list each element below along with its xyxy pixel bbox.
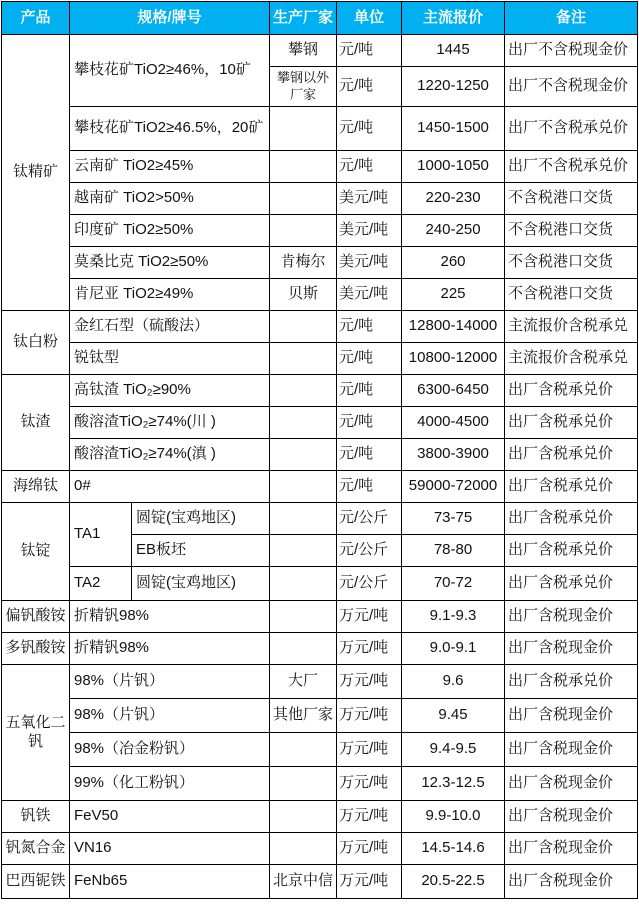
- price-cell: 10800-12000: [402, 343, 505, 375]
- manufacturer-cell: [270, 311, 337, 343]
- price-cell: 3800-3900: [402, 439, 505, 471]
- note-cell: 出厂含税现金价: [505, 865, 638, 899]
- manufacturer-cell: [270, 183, 337, 215]
- manufacturer-cell: 其他厂家: [270, 699, 337, 733]
- note-cell: 出厂不含税承兑价: [505, 151, 638, 183]
- spec-cell: 攀枝花矿TiO2≥46.5%，20矿: [70, 107, 270, 151]
- price-cell: 1220-1250: [402, 67, 505, 107]
- spec-grade-cell: TA2: [70, 567, 132, 601]
- price-cell: 9.9-10.0: [402, 801, 505, 833]
- product-cell: 五氧化二钒: [2, 665, 70, 801]
- note-cell: 不含税港口交货: [505, 215, 638, 247]
- table-row: [2, 247, 638, 279]
- table-row: [2, 633, 638, 665]
- spec-cell: 金红石型（硫酸法）: [70, 311, 270, 343]
- table-row: [2, 865, 638, 899]
- unit-cell: 万元/吨: [337, 767, 402, 801]
- manufacturer-cell: 攀钢: [270, 35, 337, 67]
- spec-cell: 98%（冶金粉钒）: [70, 733, 270, 767]
- manufacturer-cell: [270, 471, 337, 503]
- unit-cell: 元/吨: [337, 311, 402, 343]
- unit-cell: 元/吨: [337, 67, 402, 107]
- note-cell: 出厂含税承兑价: [505, 407, 638, 439]
- product-cell: 钒氮合金: [2, 833, 70, 865]
- spec-cell: FeNb65: [70, 865, 270, 899]
- unit-cell: 元/吨: [337, 151, 402, 183]
- note-cell: 出厂不含税现金价: [505, 67, 638, 107]
- manufacturer-cell: 大厂: [270, 665, 337, 699]
- note-cell: 出厂含税承兑价: [505, 665, 638, 699]
- price-cell: 9.45: [402, 699, 505, 733]
- col-header-spec: 规格/牌号: [70, 2, 270, 35]
- price-cell: 14.5-14.6: [402, 833, 505, 865]
- price-cell: 59000-72000: [402, 471, 505, 503]
- note-cell: 出厂含税现金价: [505, 633, 638, 665]
- spec-cell: 酸溶渣TiO₂≥74%(滇 ): [70, 439, 270, 471]
- price-cell: 4000-4500: [402, 407, 505, 439]
- unit-cell: 万元/吨: [337, 601, 402, 633]
- price-cell: 225: [402, 279, 505, 311]
- spec-cell: 酸溶渣TiO₂≥74%(川 ): [70, 407, 270, 439]
- manufacturer-cell: [270, 375, 337, 407]
- note-cell: 出厂含税承兑价: [505, 375, 638, 407]
- spec-variant-cell: 圆锭(宝鸡地区): [132, 503, 270, 535]
- manufacturer-cell: [270, 215, 337, 247]
- spec-cell: 高钛渣 TiO₂≥90%: [70, 375, 270, 407]
- table-row: [2, 733, 638, 767]
- price-cell: 260: [402, 247, 505, 279]
- price-cell: 240-250: [402, 215, 505, 247]
- manufacturer-cell: [270, 633, 337, 665]
- note-cell: 不含税港口交货: [505, 183, 638, 215]
- unit-cell: 元/吨: [337, 343, 402, 375]
- product-cell: 偏钒酸铵: [2, 601, 70, 633]
- spec-variant-cell: 圆锭(宝鸡地区): [132, 567, 270, 601]
- spec-cell: 98%（片钒）: [70, 699, 270, 733]
- table-row: [2, 665, 638, 699]
- manufacturer-cell: [270, 107, 337, 151]
- product-cell: 钛渣: [2, 375, 70, 471]
- manufacturer-cell: 肯梅尔: [270, 247, 337, 279]
- unit-cell: 元/吨: [337, 107, 402, 151]
- unit-cell: 万元/吨: [337, 833, 402, 865]
- note-cell: 出厂含税现金价: [505, 833, 638, 865]
- note-cell: 出厂含税承兑价: [505, 535, 638, 567]
- price-cell: 6300-6450: [402, 375, 505, 407]
- manufacturer-cell: [270, 439, 337, 471]
- price-cell: 9.0-9.1: [402, 633, 505, 665]
- unit-cell: 元/公斤: [337, 567, 402, 601]
- product-cell: 巴西铌铁: [2, 865, 70, 899]
- table-row: [2, 699, 638, 733]
- note-cell: 出厂含税承兑价: [505, 503, 638, 535]
- note-cell: 出厂含税承兑价: [505, 567, 638, 601]
- table-row: [2, 215, 638, 247]
- price-cell: 9.1-9.3: [402, 601, 505, 633]
- spec-cell: 越南矿 TiO2>50%: [70, 183, 270, 215]
- table-row: [2, 801, 638, 833]
- note-cell: 出厂含税承兑价: [505, 471, 638, 503]
- spec-cell: 锐钛型: [70, 343, 270, 375]
- unit-cell: 元/公斤: [337, 503, 402, 535]
- price-cell: 1000-1050: [402, 151, 505, 183]
- spec-cell: VN16: [70, 833, 270, 865]
- col-header-product: 产品: [2, 2, 70, 35]
- spec-cell: 折精钒98%: [70, 601, 270, 633]
- spec-cell: FeV50: [70, 801, 270, 833]
- price-cell: 20.5-22.5: [402, 865, 505, 899]
- manufacturer-cell: 北京中信: [270, 865, 337, 899]
- spec-cell: 莫桑比克 TiO2≥50%: [70, 247, 270, 279]
- unit-cell: 万元/吨: [337, 865, 402, 899]
- table-row: [2, 567, 638, 601]
- table-row: [2, 151, 638, 183]
- note-cell: 出厂含税现金价: [505, 767, 638, 801]
- table-row: [2, 35, 638, 67]
- unit-cell: 万元/吨: [337, 699, 402, 733]
- note-cell: 不含税港口交货: [505, 279, 638, 311]
- unit-cell: 元/吨: [337, 439, 402, 471]
- price-cell: 9.4-9.5: [402, 733, 505, 767]
- unit-cell: 万元/吨: [337, 733, 402, 767]
- spec-cell: 云南矿 TiO2≥45%: [70, 151, 270, 183]
- unit-cell: 元/公斤: [337, 535, 402, 567]
- note-cell: 出厂含税承兑价: [505, 439, 638, 471]
- table-row: [2, 439, 638, 471]
- note-cell: 出厂不含税承兑价: [505, 107, 638, 151]
- spec-cell: 99%（化工粉钒）: [70, 767, 270, 801]
- table-row: [2, 767, 638, 801]
- spec-cell: 98%（片钒）: [70, 665, 270, 699]
- manufacturer-cell: [270, 407, 337, 439]
- table-row: [2, 279, 638, 311]
- manufacturer-cell: [270, 601, 337, 633]
- price-cell: 73-75: [402, 503, 505, 535]
- price-cell: 70-72: [402, 567, 505, 601]
- col-header-unit: 单位: [337, 2, 402, 35]
- spec-cell: 攀枝花矿TiO2≥46%，10矿: [70, 35, 270, 107]
- spec-cell: 肯尼亚 TiO2≥49%: [70, 279, 270, 311]
- spec-cell: 印度矿 TiO2≥50%: [70, 215, 270, 247]
- price-cell: 78-80: [402, 535, 505, 567]
- unit-cell: 美元/吨: [337, 279, 402, 311]
- spec-grade-cell: TA1: [70, 503, 132, 567]
- unit-cell: 元/吨: [337, 407, 402, 439]
- manufacturer-cell: [270, 767, 337, 801]
- note-cell: 出厂含税现金价: [505, 801, 638, 833]
- unit-cell: 美元/吨: [337, 183, 402, 215]
- spec-cell: 折精钒98%: [70, 633, 270, 665]
- table-row: [2, 375, 638, 407]
- price-cell: 1450-1500: [402, 107, 505, 151]
- col-header-note: 备注: [505, 2, 638, 35]
- product-cell: 钛精矿: [2, 35, 70, 311]
- product-cell: 钒铁: [2, 801, 70, 833]
- col-header-manufacturer: 生产厂家: [270, 2, 337, 35]
- table-row: [2, 311, 638, 343]
- note-cell: 出厂含税现金价: [505, 601, 638, 633]
- manufacturer-cell: [270, 535, 337, 567]
- note-cell: 不含税港口交货: [505, 247, 638, 279]
- price-cell: 9.6: [402, 665, 505, 699]
- col-header-price: 主流报价: [402, 2, 505, 35]
- unit-cell: 万元/吨: [337, 665, 402, 699]
- unit-cell: 美元/吨: [337, 247, 402, 279]
- spec-variant-cell: EB板坯: [132, 535, 270, 567]
- price-table: [1, 1, 638, 899]
- note-cell: 出厂含税现金价: [505, 699, 638, 733]
- manufacturer-cell: [270, 801, 337, 833]
- manufacturer-cell: 攀钢以外厂家: [270, 67, 337, 107]
- manufacturer-cell: [270, 503, 337, 535]
- table-row: [2, 471, 638, 503]
- header-row: [2, 2, 638, 35]
- unit-cell: 万元/吨: [337, 633, 402, 665]
- manufacturer-cell: [270, 733, 337, 767]
- unit-cell: 元/吨: [337, 471, 402, 503]
- price-cell: 1445: [402, 35, 505, 67]
- table-row: [2, 833, 638, 865]
- unit-cell: 元/吨: [337, 35, 402, 67]
- unit-cell: 万元/吨: [337, 801, 402, 833]
- price-cell: 220-230: [402, 183, 505, 215]
- product-cell: 多钒酸铵: [2, 633, 70, 665]
- note-cell: 出厂含税现金价: [505, 733, 638, 767]
- table-row: [2, 503, 638, 535]
- product-cell: 海绵钛: [2, 471, 70, 503]
- manufacturer-cell: [270, 151, 337, 183]
- unit-cell: 美元/吨: [337, 215, 402, 247]
- note-cell: 主流报价含税承兑: [505, 343, 638, 375]
- manufacturer-cell: [270, 567, 337, 601]
- product-cell: 钛白粉: [2, 311, 70, 375]
- table-row: [2, 601, 638, 633]
- table-row: [2, 183, 638, 215]
- manufacturer-cell: 贝斯: [270, 279, 337, 311]
- price-cell: 12800-14000: [402, 311, 505, 343]
- unit-cell: 元/吨: [337, 375, 402, 407]
- price-cell: 12.3-12.5: [402, 767, 505, 801]
- table-row: [2, 343, 638, 375]
- table-row: [2, 407, 638, 439]
- manufacturer-cell: [270, 833, 337, 865]
- manufacturer-cell: [270, 343, 337, 375]
- table-row: [2, 107, 638, 151]
- note-cell: 主流报价含税承兑: [505, 311, 638, 343]
- product-cell: 钛锭: [2, 503, 70, 601]
- note-cell: 出厂不含税现金价: [505, 35, 638, 67]
- spec-cell: 0#: [70, 471, 270, 503]
